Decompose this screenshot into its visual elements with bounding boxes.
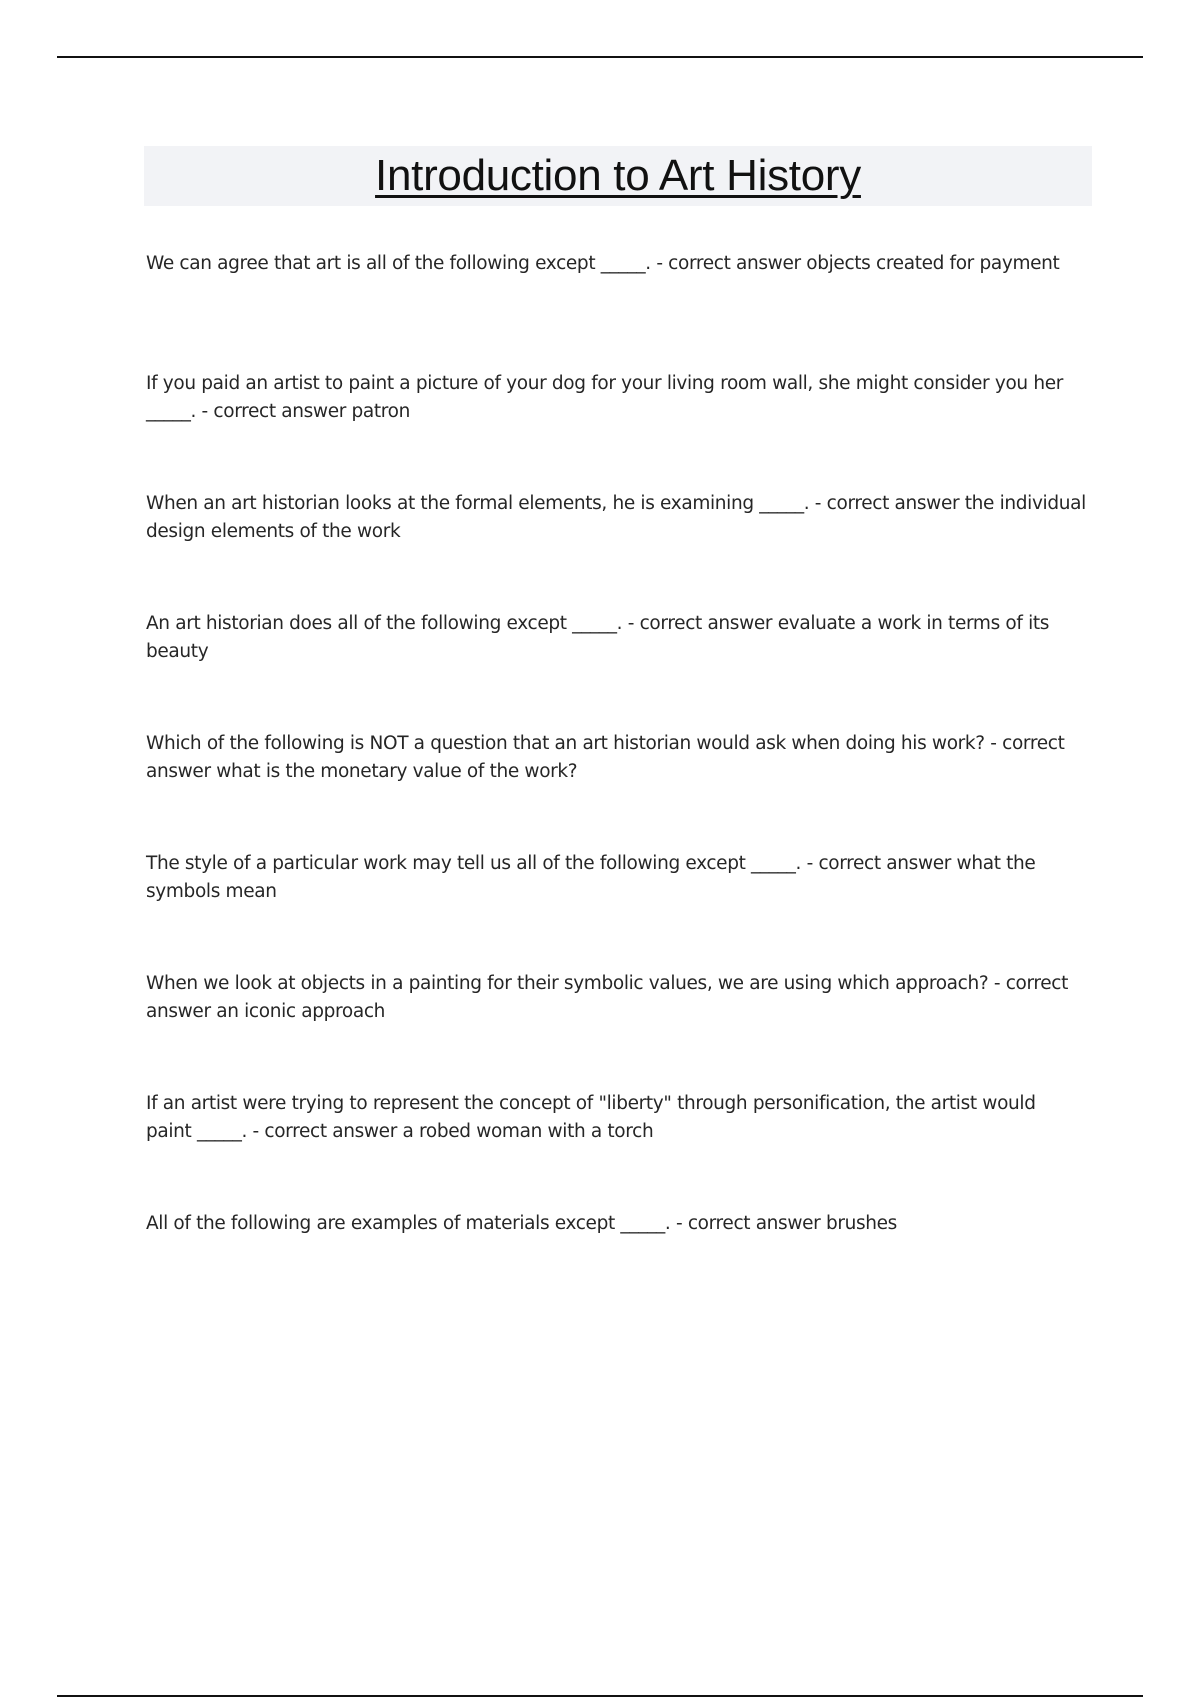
page-title: Introduction to Art History: [375, 151, 861, 200]
bottom-rule: [57, 1695, 1143, 1697]
qa-item: If you paid an artist to paint a picture of your dog for your living room wall, she might consider you her _____. - correct answer patron: [146, 373, 1063, 422]
top-rule: [57, 56, 1143, 58]
title-band: [144, 146, 1092, 206]
qa-item: When an art historian looks at the formal elements, he is examining _____. - correct answer the individual design elements of the work: [146, 493, 1086, 542]
qa-item: If an artist were trying to represent the concept of "liberty" through personification, the artist would paint _____. - correct answer a robed woman with a torch: [146, 1093, 1036, 1142]
qa-item: An art historian does all of the following except _____. - correct answer evaluate a work in terms of its beauty: [146, 613, 1050, 662]
qa-list: [146, 250, 1086, 1330]
qa-item: When we look at objects in a painting for their symbolic values, we are using which approach? - correct answer an iconic approach: [146, 973, 1069, 1022]
qa-item: All of the following are examples of materials except _____. - correct answer brushes: [146, 1213, 897, 1234]
qa-item: The style of a particular work may tell us all of the following except _____. - correct answer what the symbols mean: [146, 853, 1036, 902]
qa-item: Which of the following is NOT a question that an art historian would ask when doing his work? - correct answer what is the monetary value of the work?: [146, 733, 1065, 782]
qa-item: We can agree that art is all of the following except _____. - correct answer objects created for payment: [146, 253, 1060, 274]
